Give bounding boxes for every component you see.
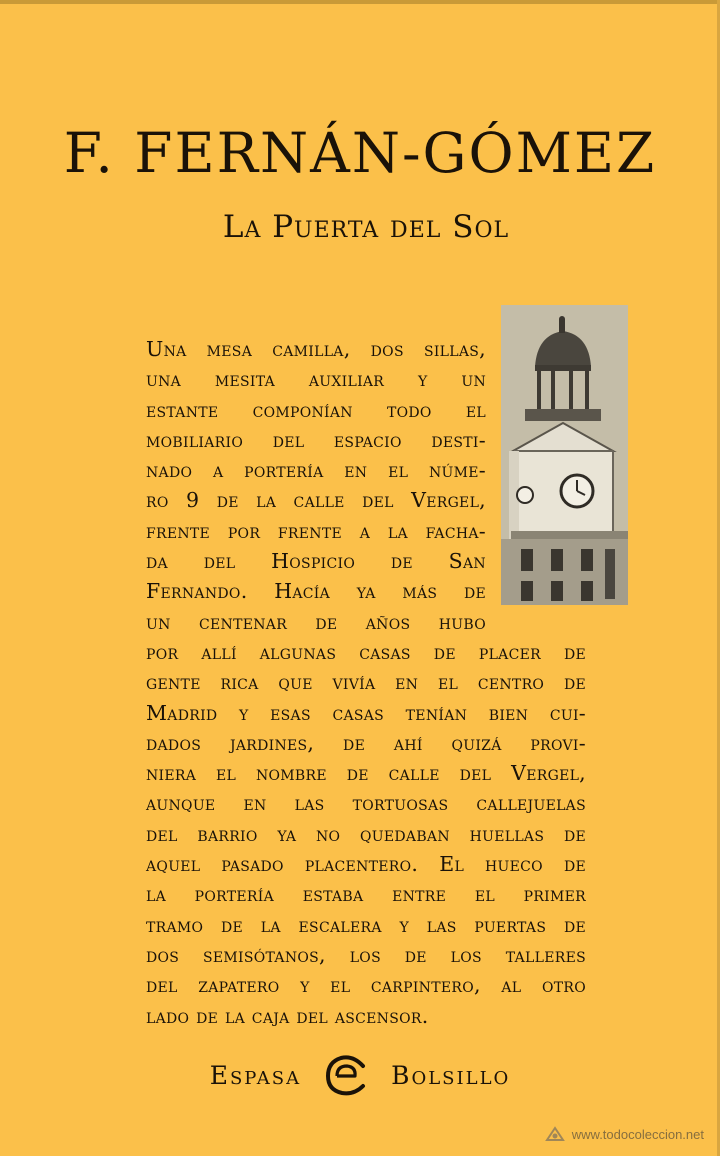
blurb-line: aquel pasado placentero. El hueco de	[146, 852, 586, 877]
watermark	[544, 1124, 704, 1144]
blurb-line: un centenar de años hubo	[146, 609, 486, 634]
blurb-line: frente por frente a la facha-	[146, 518, 486, 543]
blurb-line: nado a portería en el núme-	[146, 458, 486, 483]
blurb-line: mobiliario del espacio desti-	[146, 427, 486, 452]
publisher-name-right: Bolsillo	[391, 1060, 511, 1090]
blurb-line: una mesita auxiliar y un	[146, 367, 486, 392]
blurb-line: del barrio ya no quedaban huellas de	[146, 821, 586, 846]
blurb-line: dados jardines, de ahí quizá provi-	[146, 730, 586, 755]
blurb-line: ro 9 de la calle del Vergel,	[146, 488, 486, 513]
blurb-line: aunque en las tortuosas callejuelas	[146, 791, 586, 816]
author-name: F. FERNÁN-GÓMEZ	[63, 121, 657, 185]
blurb-line: niera el nombre de calle del Vergel,	[146, 761, 586, 786]
blurb-line: gente rica que vivía en el centro de	[146, 670, 586, 695]
blurb-line: Madrid y esas casas tenían bien cui-	[146, 700, 586, 725]
blurb-line: por allí algunas casas de placer de	[146, 639, 586, 664]
book-title: La Puerta del Sol	[222, 209, 510, 245]
espasa-e-logo-icon	[323, 1052, 369, 1098]
publisher-name-left: Espasa	[209, 1060, 302, 1090]
blurb-line: del zapatero y el carpintero, al otro	[146, 973, 586, 998]
blurb-line: Fernando. Hacía ya más de	[146, 579, 486, 604]
blurb-line: Una mesa camilla, dos sillas,	[146, 337, 486, 361]
blurb-line: estante componían todo el	[146, 397, 486, 422]
watermark-logo-icon	[544, 1125, 566, 1143]
watermark-text: www.todocoleccion.net	[571, 1126, 704, 1142]
blurb-text	[146, 334, 586, 1031]
blurb-line: da del Hospicio de San	[146, 549, 486, 574]
blurb-line: lado de la caja del ascensor.	[146, 1003, 429, 1028]
cover-top-edge	[0, 0, 720, 4]
blurb-line: tramo de la escalera y las puertas de	[146, 912, 586, 937]
publisher-imprint	[0, 1050, 720, 1100]
blurb-line: la portería estaba entre el primer	[146, 882, 586, 907]
blurb-line: dos semisótanos, los de los talleres	[146, 942, 586, 967]
